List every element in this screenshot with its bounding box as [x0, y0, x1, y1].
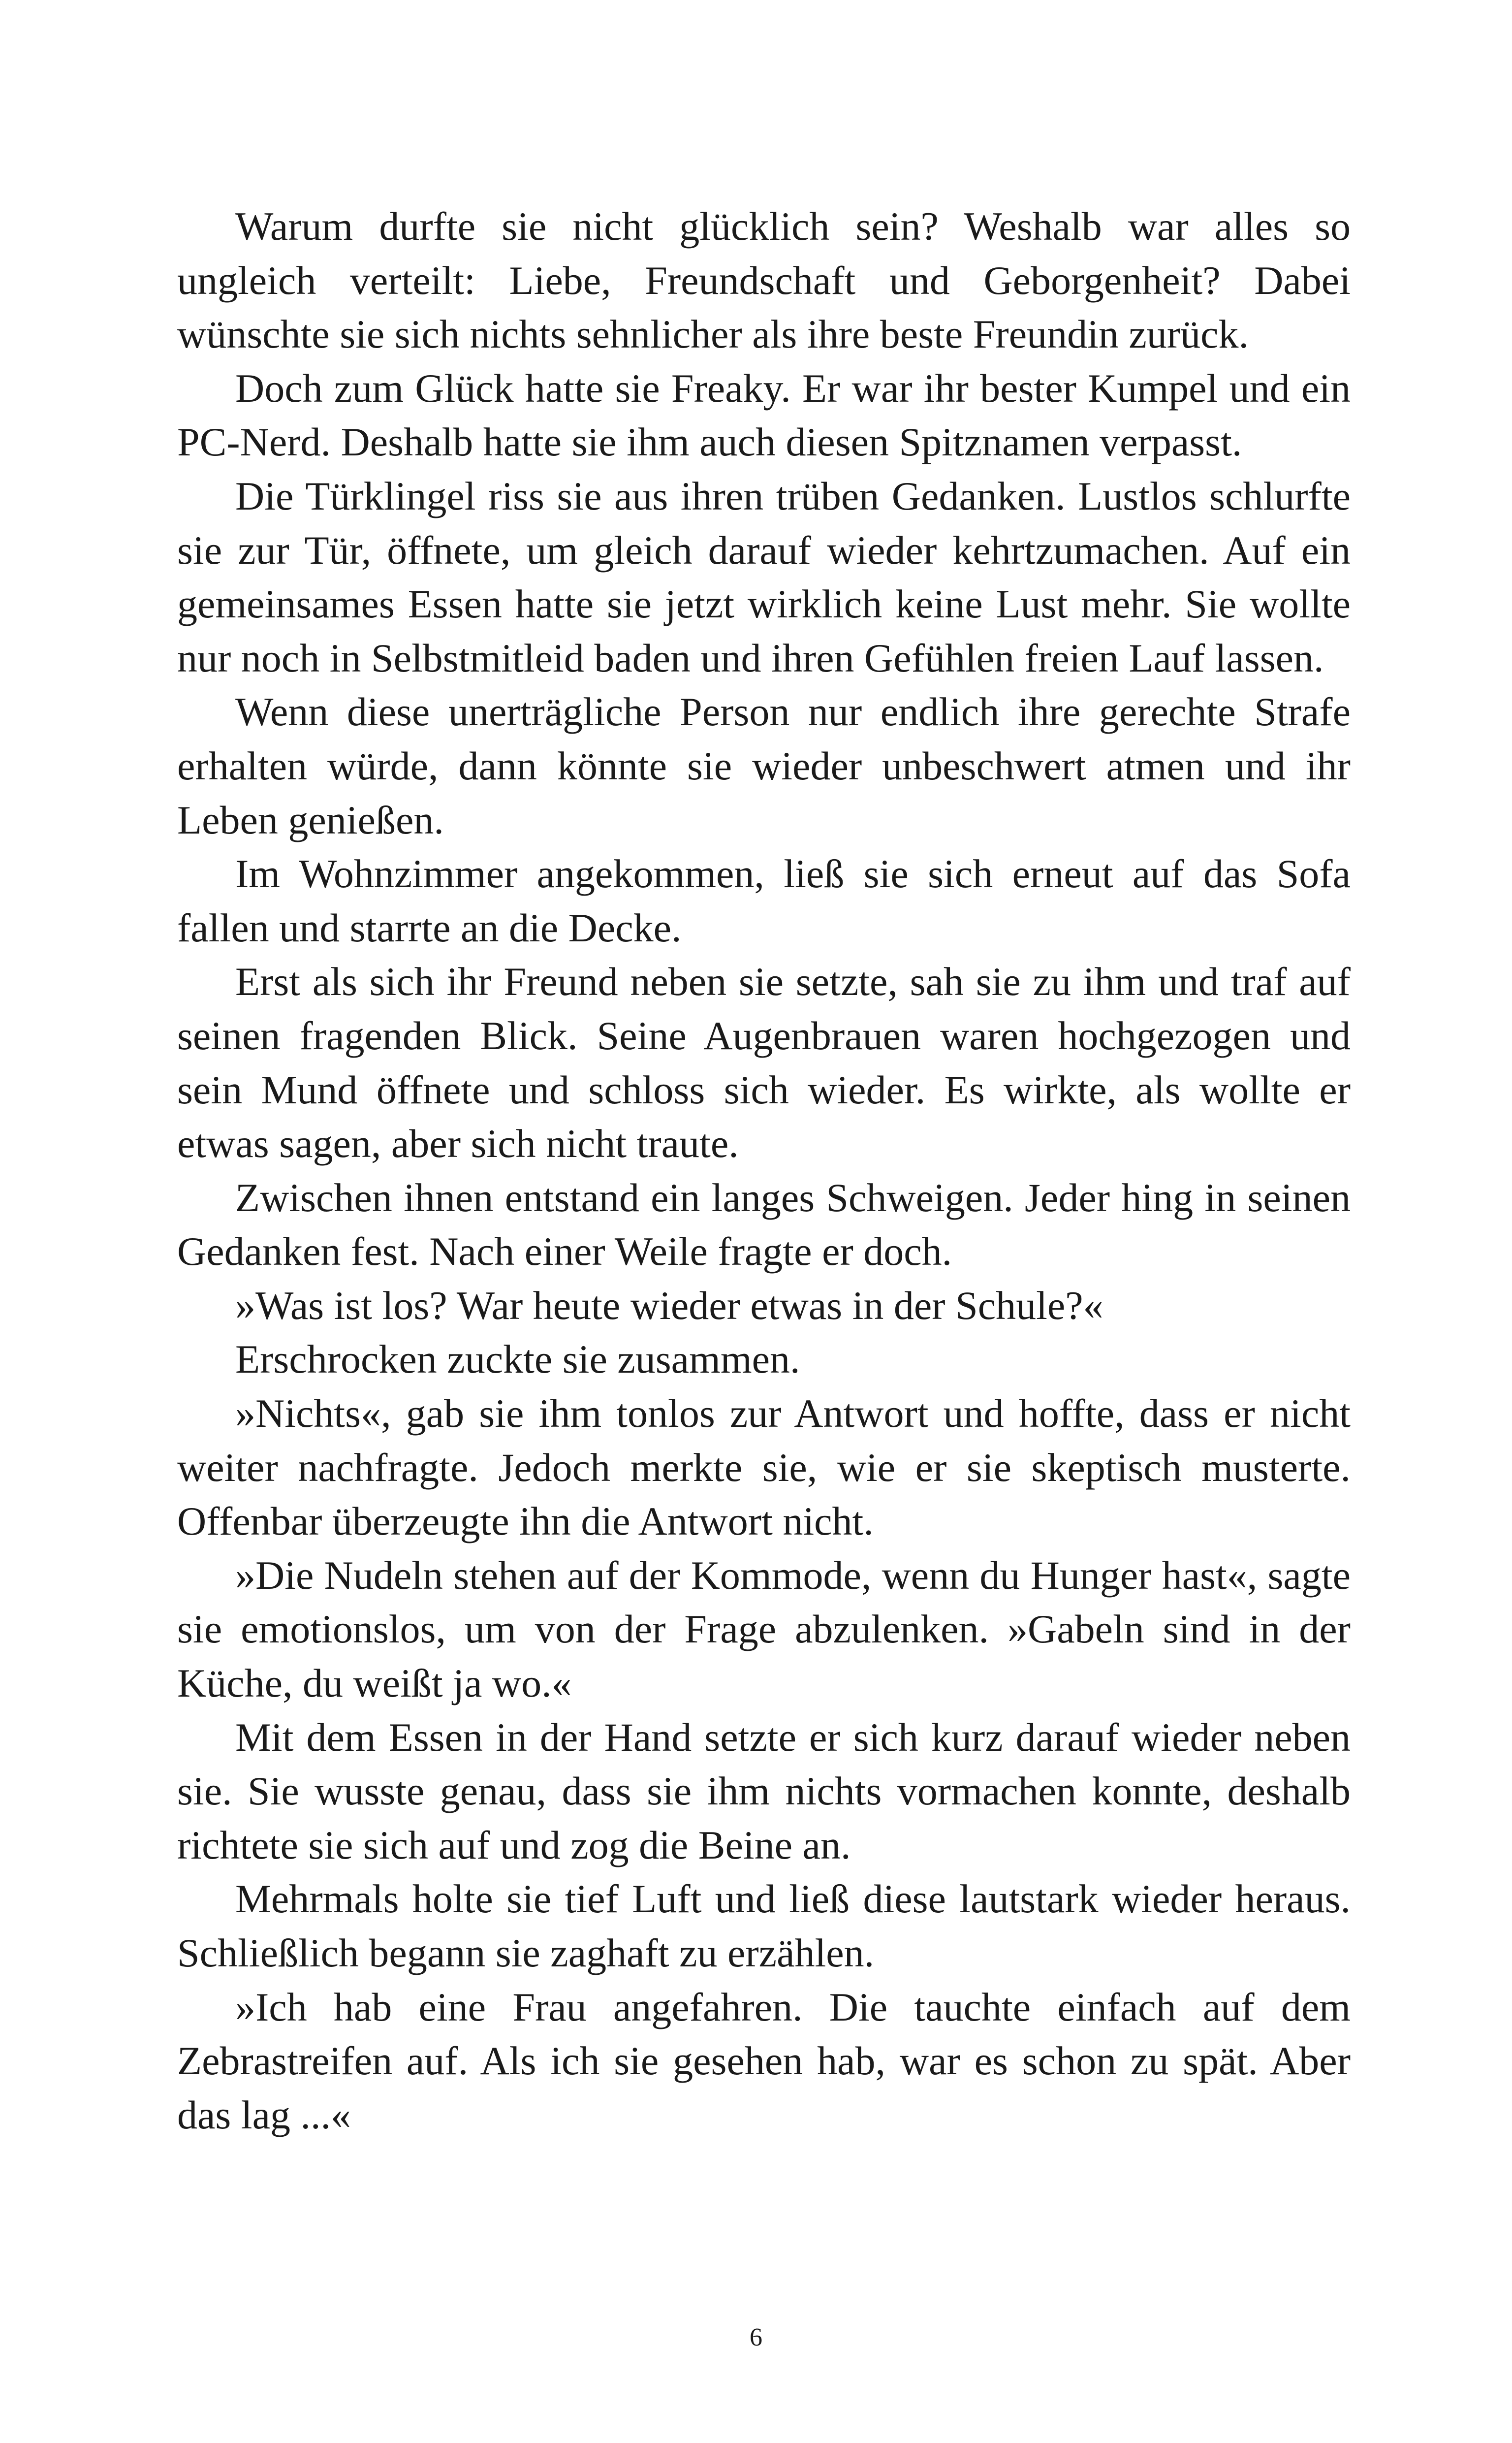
paragraph: »Die Nudeln stehen auf der Kommode, wenn du Hunger hast«, sagte sie emotionslos, um von der Frage abzulenken. »Gabeln sind in der Küche, du weißt ja wo.«	[177, 1552, 1351, 1706]
paragraph: Im Wohnzimmer angekommen, ließ sie sich erneut auf das Sofa fallen und starrte an die Decke.	[177, 851, 1351, 950]
paragraph: »Nichts«, gab sie ihm tonlos zur Antwort und hoffte, dass er nicht weiter nachfragte. Jedoch merkte sie, wie er sie skeptisch musterte. Offenbar überzeugte ihn die Antwort nicht.	[177, 1391, 1351, 1544]
paragraph: Erschrocken zuckte sie zusammen.	[235, 1337, 800, 1382]
paragraph: Die Türklingel riss sie aus ihren trüben Gedanken. Lustlos schlurfte sie zur Tür, öffnete, um gleich darauf wieder kehrtzumachen. Auf ein gemeinsames Essen hatte sie jetzt wirklich keine Lust mehr. Sie wollte nur noch in Selbstmitleid baden und ihren Gefühlen freien Lauf lassen.	[177, 473, 1351, 680]
paragraph: Wenn diese unerträgliche Person nur endlich ihre gerechte Strafe erhalten würde, dann könnte sie wieder unbeschwert atmen und ihr Leben genießen.	[177, 689, 1351, 842]
paragraph: Mit dem Essen in der Hand setzte er sich kurz darauf wieder neben sie. Sie wusste genau, dass sie ihm nichts vormachen konnte, deshalb richtete sie sich auf und zog die Beine an.	[177, 1714, 1351, 1867]
body-text	[177, 199, 1351, 2142]
paragraph: Warum durfte sie nicht glücklich sein? Weshalb war alles so ungleich verteilt: Liebe, Freundschaft und Geborgenheit? Dabei wünschte sie sich nichts sehnlicher als ihre beste Freundin zurück.	[177, 204, 1351, 357]
paragraph: Erst als sich ihr Freund neben sie setzte, sah sie zu ihm und traf auf seinen fragenden Blick. Seine Augenbrauen waren hochgezogen und sein Mund öffnete und schloss sich wieder. Es wirkte, als wollte er etwas sagen, aber sich nicht traute.	[177, 959, 1351, 1166]
paragraph: Doch zum Glück hatte sie Freaky. Er war ihr bester Kumpel und ein PC-Nerd. Deshalb hatte sie ihm auch diesen Spitznamen verpasst.	[177, 365, 1351, 465]
paragraph: »Was ist los? War heute wieder etwas in der Schule?«	[235, 1283, 1103, 1328]
paragraph: »Ich hab eine Frau angefahren. Die tauchte einfach auf dem Zebrastreifen auf. Als ich sie gesehen hab, war es schon zu spät. Aber das lag ...«	[177, 1984, 1351, 2137]
page-number: 6	[750, 2323, 762, 2351]
paragraph: Mehrmals holte sie tief Luft und ließ diese lautstark wieder heraus. Schließlich begann sie zaghaft zu erzählen.	[177, 1876, 1351, 1975]
paragraph: Zwischen ihnen entstand ein langes Schweigen. Jeder hing in seinen Gedanken fest. Nach einer Weile fragte er doch.	[177, 1175, 1351, 1274]
